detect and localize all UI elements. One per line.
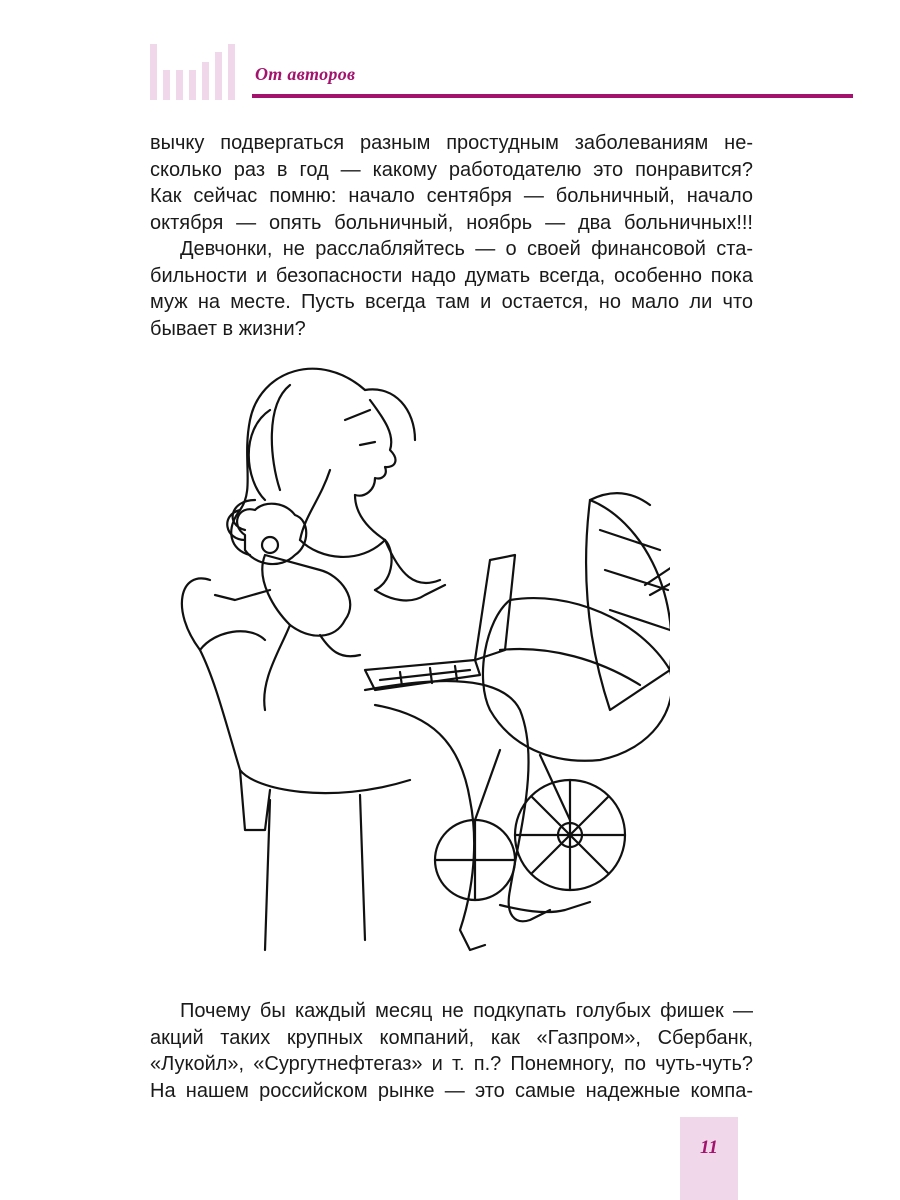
- running-header-title: От авторов: [255, 64, 356, 84]
- decoration-bar: [202, 62, 209, 100]
- decoration-bar: [176, 70, 183, 100]
- body-text-bottom: [150, 998, 753, 1104]
- page-number: 11: [700, 1137, 718, 1158]
- text-line: На нашем российском рынке — это самые надежные компа-: [150, 1079, 753, 1102]
- text-line: октября — опять больничный, ноябрь — два больничных!!!: [150, 211, 753, 234]
- header-rule: [252, 94, 853, 98]
- text-line: сколько раз в год — какому работодателю это понравится?: [150, 158, 753, 181]
- text-line: «Лукойл», «Сургутнефтегаз» и т. п.? Понемногу, по чуть-чуть?: [150, 1053, 753, 1075]
- text-line: Почему бы каждый месяц не подкупать голубых фишек —: [180, 1000, 753, 1022]
- illustration-woman-with-baby-laptop-stroller: [170, 350, 670, 975]
- header-decoration-bars: [150, 44, 236, 100]
- text-line: муж на месте. Пусть всегда там и остается, но мало ли что: [150, 291, 753, 313]
- decoration-bar: [228, 44, 235, 100]
- text-line: бильности и безопасности надо думать всегда, особенно пока: [150, 264, 753, 287]
- text-line: вычку подвергаться разным простудным заболеваниям не-: [150, 132, 753, 154]
- text-line: Как сейчас помню: начало сентября — больничный, начало: [150, 185, 753, 207]
- decoration-bar: [163, 70, 170, 100]
- decoration-bar: [150, 44, 157, 100]
- page-number-box: [680, 1117, 738, 1200]
- text-line: Девчонки, не расслабляйтесь — о своей финансовой ста-: [180, 238, 753, 260]
- decoration-bar: [189, 70, 196, 100]
- text-line: акций таких крупных компаний, как «Газпром», Сбербанк,: [150, 1026, 753, 1049]
- decoration-bar: [215, 52, 222, 100]
- body-text-top: [150, 130, 753, 342]
- text-line: бывает в жизни?: [150, 317, 306, 340]
